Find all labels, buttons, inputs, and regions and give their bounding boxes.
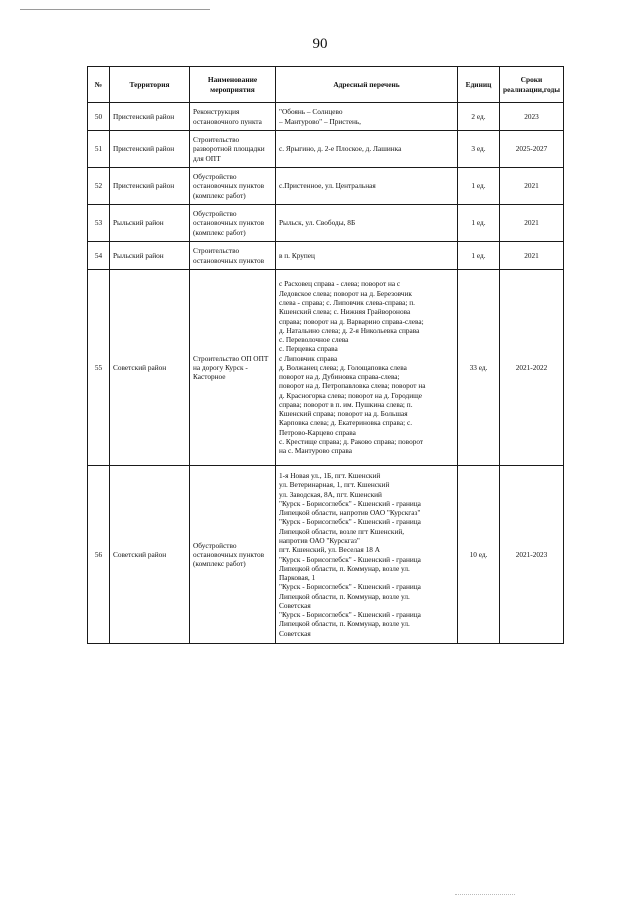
address-line: д. Натальино слева; д. 2-я Никольевка справа — [279, 325, 420, 335]
address-line: Парковая, 1 — [279, 573, 316, 583]
row-measure: Обустройство остановочных пунктов (комплекс работ) — [190, 168, 276, 205]
address-line: "Курск - Борисоглебск" - Кшенский - граница — [279, 610, 421, 620]
row-years: 2021 — [500, 242, 564, 270]
address-line: "Курск - Борисоглебск" - Кшенский - граница — [279, 498, 421, 508]
address-line: поворот на д. Дубиновка справа-слева; — [279, 372, 400, 382]
address-line: Липецкой области, возле пгт Кшенский, — [279, 526, 405, 536]
table-row — [88, 270, 564, 466]
row-units: 10 ед. — [458, 466, 500, 644]
table-row — [88, 466, 564, 644]
header-address: Адресный перечень — [276, 67, 458, 103]
scan-footer-mark — [455, 894, 515, 899]
row-years: 2023 — [500, 103, 564, 131]
address-line: поворот на д. Петропавловка слева; поворот на — [279, 381, 426, 391]
address-line: с Липовчик справа — [279, 353, 338, 363]
row-territory: Советский район — [110, 466, 190, 644]
address-line: ул. Заводская, 8А, пгт. Кшенский — [279, 489, 382, 499]
row-units: 1 ед. — [458, 205, 500, 242]
page-number: 90 — [312, 36, 328, 52]
address-line: пгт. Кшенский, ул. Веселая 18 А — [279, 545, 380, 555]
address-line: на с. Мантурово справа — [279, 446, 353, 456]
address-line: с. Переволочное слева — [279, 335, 349, 345]
address-line: с Расховец справа - слева; поворот на с — [279, 279, 401, 289]
table-header-row — [88, 67, 564, 103]
address-line: ул. Ветеринарная, 1, пгт. Кшенский — [279, 480, 390, 490]
row-territory: Пристенский район — [110, 103, 190, 131]
row-address — [276, 168, 458, 205]
table-row — [88, 168, 564, 205]
address-line: справа; поворот на д. Варварино справа-слева; — [279, 316, 424, 326]
address-line: Кшенский слева; с. Нижняя Грайворонова — [279, 307, 411, 317]
address-line: д. Волжанец слева; д. Голощаповка слева — [279, 362, 407, 372]
address-line: – Мантурово" – Пристень, — [279, 116, 362, 126]
row-years: 2021 — [500, 205, 564, 242]
row-units: 2 ед. — [458, 103, 500, 131]
table-row — [88, 103, 564, 131]
row-units: 1 ед. — [458, 242, 500, 270]
header-territory: Территория — [110, 67, 190, 103]
address-line: Карповка слева; д. Екатериновка справа; с. — [279, 418, 413, 428]
row-address — [276, 242, 458, 270]
row-number: 55 — [88, 270, 110, 466]
address-line: напротив ОАО "Курскгаз" — [279, 535, 360, 545]
row-territory: Пристенский район — [110, 168, 190, 205]
row-number: 50 — [88, 103, 110, 131]
row-territory: Пристенский район — [110, 131, 190, 168]
row-measure: Строительство разворотной площадки для ОПТ — [190, 131, 276, 168]
address-line: справа; поворот в п. им. Пушкина слева; п. — [279, 399, 413, 409]
row-years: 2021-2023 — [500, 466, 564, 644]
address-line: "Курск - Борисоглебск" - Кшенский - граница — [279, 554, 421, 564]
row-address — [276, 466, 458, 644]
address-line: Липецкой области, напротив ОАО "Курскгаз" — [279, 508, 421, 518]
table-row — [88, 242, 564, 270]
address-line: в п. Крупец — [279, 250, 315, 260]
address-line: д. Красногорка слева; поворот на д. Городище — [279, 390, 422, 400]
row-address — [276, 270, 458, 466]
row-measure: Обустройство остановочных пунктов (комплекс работ) — [190, 466, 276, 644]
address-line: с. Крестище справа; д. Раково справа; поворот — [279, 436, 424, 446]
header-num: № — [88, 67, 110, 103]
row-territory: Рыльский район — [110, 242, 190, 270]
address-line: слева - справа; с. Липовчик слева-справа; п. — [279, 298, 415, 307]
address-line: Советская — [279, 600, 311, 610]
address-line: Рыльск, ул. Свободы, 8Б — [279, 218, 356, 228]
address-line: с. Перцевка справа — [279, 344, 338, 354]
address-line: 1-я Новая ул., 1Б, пгт. Кшенский — [279, 471, 381, 481]
address-line: с. Ярыгино, д. 2-е Плоское, д. Лашинка — [279, 144, 402, 154]
row-number: 56 — [88, 466, 110, 644]
row-units: 3 ед. — [458, 131, 500, 168]
row-measure: Строительство остановочных пунктов — [190, 242, 276, 270]
row-number: 51 — [88, 131, 110, 168]
header-years: Сроки реализации,годы — [500, 67, 564, 103]
header-measure: Наименование мероприятия — [190, 67, 276, 103]
table-row — [88, 205, 564, 242]
row-years: 2021-2022 — [500, 270, 564, 466]
row-number: 52 — [88, 168, 110, 205]
address-line: "Курск - Борисоглебск" - Кшенский - граница — [279, 582, 421, 592]
row-measure: Обустройство остановочных пунктов (комплекс работ) — [190, 205, 276, 242]
row-units: 1 ед. — [458, 168, 500, 205]
row-address — [276, 131, 458, 168]
address-line: с.Пристенное, ул. Центральная — [279, 181, 376, 191]
measures-table — [87, 66, 564, 644]
header-units: Единиц — [458, 67, 500, 103]
row-number: 54 — [88, 242, 110, 270]
address-line: Петрово-Карцево справа — [279, 427, 356, 437]
table-row — [88, 131, 564, 168]
row-years: 2025-2027 — [500, 131, 564, 168]
row-measure: Реконструкция остановочного пункта — [190, 103, 276, 131]
row-units: 33 ед. — [458, 270, 500, 466]
address-line: Липецкой области, п. Коммунар, возле ул. — [279, 619, 410, 629]
address-line: "Курск - Борисоглебск" - Кшенский - граница — [279, 517, 421, 527]
address-line: Кшенский справа; поворот на д. Большая — [279, 409, 408, 419]
address-line: Советская — [279, 628, 311, 638]
row-address — [276, 103, 458, 131]
address-line: Липецкой области, п. Коммунар, возле ул. — [279, 591, 410, 601]
row-territory: Советский район — [110, 270, 190, 466]
table-body — [88, 103, 564, 644]
address-line: Липецкой области, п. Коммунар, возле ул. — [279, 563, 410, 573]
row-address — [276, 205, 458, 242]
row-measure: Строительство ОП ОПТ на дорогу Курск - Касторное — [190, 270, 276, 466]
scan-artifact-line — [20, 9, 210, 10]
row-years: 2021 — [500, 168, 564, 205]
address-line: "Обоянь – Солнцево — [279, 107, 343, 117]
address-line: Ледовское слева; поворот на д. Березовчик — [279, 288, 412, 298]
row-number: 53 — [88, 205, 110, 242]
row-territory: Рыльский район — [110, 205, 190, 242]
